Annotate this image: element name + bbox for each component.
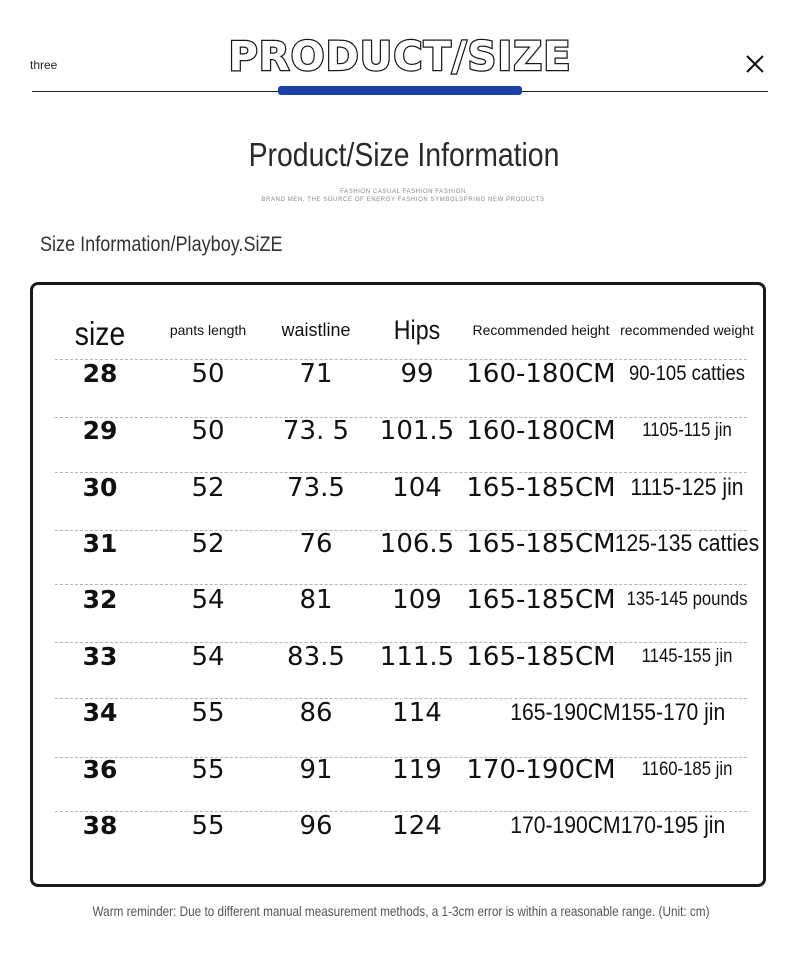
table-cell: 52 bbox=[191, 473, 225, 503]
tagline-line-1: FASHION CASUAL FASHION FASHION bbox=[340, 189, 466, 195]
table-cell: 52 bbox=[191, 529, 225, 559]
table-cell: 33 bbox=[82, 642, 118, 671]
warm-reminder: Warm reminder: Due to different manual measurement methods, a 1-3cm error is within a reasonable range. (Unit: cm) bbox=[92, 903, 710, 919]
table-cell: 165-190CM bbox=[510, 699, 621, 726]
header-cell-4: Recommended height bbox=[472, 322, 610, 338]
table-cell: 73.5 bbox=[287, 473, 345, 503]
header-cell-0: size bbox=[74, 315, 126, 352]
table-cell: 38 bbox=[82, 811, 118, 840]
sub-heading: Size Information/Playboy.SiZE bbox=[40, 233, 283, 256]
table-cell: 54 bbox=[191, 642, 225, 672]
row-divider bbox=[55, 698, 747, 699]
table-cell: 160-180CM bbox=[466, 359, 616, 389]
section-title: Product/Size Information bbox=[248, 136, 560, 173]
row-divider bbox=[55, 811, 747, 812]
table-cell: 1105-115 jin bbox=[642, 420, 732, 441]
header-cell-5: recommended weight bbox=[620, 322, 754, 338]
table-cell: 55 bbox=[191, 811, 225, 841]
table-cell: 170-190CM bbox=[510, 812, 621, 839]
row-divider bbox=[55, 642, 747, 643]
row-divider bbox=[55, 417, 747, 418]
close-icon[interactable] bbox=[744, 53, 766, 75]
table-cell: 54 bbox=[191, 585, 225, 615]
row-divider bbox=[55, 757, 747, 758]
table-cell: 114 bbox=[392, 698, 442, 728]
corner-label: three bbox=[30, 58, 58, 72]
header-cell-1: pants length bbox=[169, 322, 247, 338]
size-table bbox=[30, 282, 766, 887]
tagline-line-2: BRAND MEN, THE SOURCE OF ENERGY FASHION SYMBOLSPRING NEW PRODUCTS bbox=[261, 197, 545, 203]
table-cell: 50 bbox=[191, 359, 225, 389]
table-cell: 73. 5 bbox=[282, 416, 350, 446]
table-cell: 81 bbox=[299, 585, 333, 615]
table-cell: 104 bbox=[392, 473, 442, 503]
table-cell: 91 bbox=[299, 755, 333, 785]
table-cell: 31 bbox=[82, 529, 118, 558]
table-cell: 28 bbox=[82, 359, 118, 388]
table-cell: 76 bbox=[299, 529, 333, 559]
table-cell: 170-195 jin bbox=[620, 812, 726, 839]
table-cell: 155-170 jin bbox=[620, 699, 726, 726]
row-divider bbox=[55, 472, 747, 473]
table-cell: 96 bbox=[299, 811, 333, 841]
table-cell: 135-145 pounds bbox=[626, 589, 748, 610]
table-cell: 1145-155 jin bbox=[641, 646, 733, 667]
table-cell: 55 bbox=[191, 698, 225, 728]
table-cell: 1115-125 jin bbox=[630, 474, 744, 501]
row-divider bbox=[55, 584, 747, 585]
table-cell: 30 bbox=[82, 473, 118, 502]
table-cell: 106.5 bbox=[379, 529, 455, 559]
table-cell: 71 bbox=[299, 359, 333, 389]
header-cell-2: waistline bbox=[281, 320, 351, 340]
table-cell: 86 bbox=[299, 698, 333, 728]
table-cell: 170-190CM bbox=[466, 755, 616, 785]
table-cell: 101.5 bbox=[379, 416, 455, 446]
table-cell: 99 bbox=[400, 359, 434, 389]
row-divider bbox=[55, 359, 747, 360]
header-accent-bar bbox=[278, 86, 522, 95]
table-cell: 165-185CM bbox=[466, 642, 616, 672]
page-title: PRODUCT/SIZE bbox=[228, 34, 572, 80]
table-cell: 119 bbox=[392, 755, 442, 785]
table-cell: 165-185CM bbox=[466, 473, 616, 503]
table-cell: 32 bbox=[82, 585, 118, 614]
table-cell: 165-185CM bbox=[466, 585, 616, 615]
table-cell: 160-180CM bbox=[466, 416, 616, 446]
table-cell: 83.5 bbox=[287, 642, 345, 672]
table-cell: 109 bbox=[392, 585, 442, 615]
table-cell: 125-135 catties bbox=[614, 530, 760, 557]
table-cell: 55 bbox=[191, 755, 225, 785]
table-cell: 111.5 bbox=[379, 642, 455, 672]
table-cell: 36 bbox=[82, 755, 118, 784]
table-cell: 124 bbox=[392, 811, 442, 841]
row-divider bbox=[55, 530, 747, 531]
table-cell: 29 bbox=[82, 416, 118, 445]
table-cell: 34 bbox=[82, 698, 118, 727]
header-cell-3: Hips bbox=[393, 315, 441, 345]
table-cell: 1160-185 jin bbox=[641, 759, 733, 780]
table-cell: 50 bbox=[191, 416, 225, 446]
table-cell: 165-185CM bbox=[466, 529, 616, 559]
table-cell: 90-105 catties bbox=[628, 362, 746, 385]
